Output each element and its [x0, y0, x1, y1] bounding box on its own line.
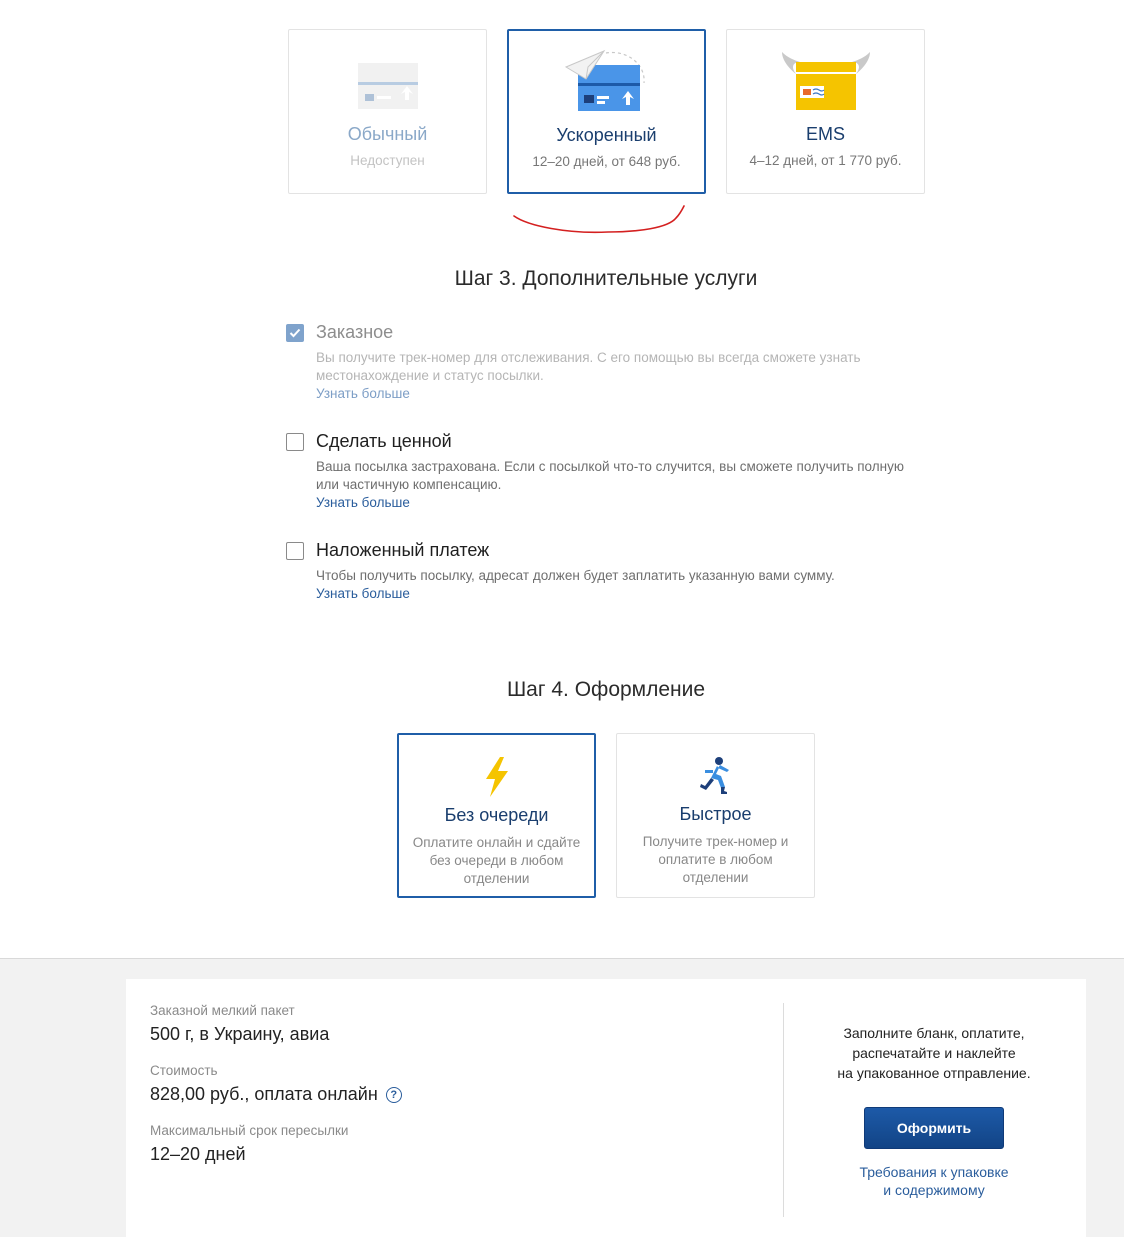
red-underline-annotation — [508, 202, 690, 242]
service-title: Сделать ценной — [316, 431, 452, 451]
service-title: Заказное — [316, 322, 394, 342]
shipping-option-title: Ускоренный — [556, 125, 657, 145]
registration-option-subtitle: Оплатите онлайн и сдайте без очереди в любом отделении — [412, 835, 581, 886]
shipment-type-value: 500 г, в Украину, авиа — [150, 1024, 330, 1044]
shipping-option-title: EMS — [805, 124, 845, 144]
checkmark-icon — [289, 327, 301, 339]
shipping-option-express[interactable] — [507, 29, 706, 194]
shipping-option-subtitle: Недоступен — [350, 153, 425, 168]
step4-title: Шаг 4. Оформление — [506, 678, 706, 701]
registration-option-title: Быстрое — [679, 804, 752, 824]
shipping-option-regular[interactable] — [288, 29, 487, 194]
ems-winged-box-icon — [778, 52, 874, 112]
requirements-line: и содержимому — [883, 1182, 985, 1198]
max-term-value: 12–20 дней — [150, 1144, 246, 1164]
registered-checkbox[interactable] — [286, 324, 304, 342]
requirements-line: Требования к упаковке — [859, 1164, 1009, 1180]
service-description: Ваша посылка застрахована. Если с посылкой что-то случится, вы сможете получить полную или частичную компенсацию. — [316, 459, 904, 492]
instructions-text — [816, 1023, 1052, 1083]
lightning-icon — [484, 757, 510, 797]
vertical-divider — [783, 1003, 784, 1217]
learn-more-link[interactable]: Узнать больше — [316, 386, 410, 401]
learn-more-link[interactable]: Узнать больше — [316, 495, 410, 510]
registration-option-fast[interactable] — [616, 733, 815, 898]
shipping-option-subtitle: 4–12 дней, от 1 770 руб. — [749, 153, 902, 168]
valuable-checkbox[interactable] — [286, 433, 304, 451]
service-title: Наложенный платеж — [316, 540, 490, 560]
instructions-line: Заполните бланк, оплатите, — [843, 1025, 1025, 1041]
cash-on-delivery-checkbox[interactable] — [286, 542, 304, 560]
instructions-line: распечатайте и наклейте — [852, 1045, 1016, 1061]
max-term-label: Максимальный срок пересылки — [150, 1123, 349, 1138]
running-man-icon — [699, 756, 733, 796]
submit-order-button[interactable]: Оформить — [864, 1107, 1004, 1149]
service-valuable — [286, 431, 906, 512]
cost-value: 828,00 руб., оплата онлайн — [150, 1084, 378, 1104]
registration-option-subtitle: Получите трек-номер и оплатите в любом отделении — [642, 834, 789, 885]
service-cash-on-delivery — [286, 540, 906, 603]
order-summary-panel — [126, 979, 1086, 1237]
shipping-option-title: Обычный — [347, 124, 428, 144]
shipping-option-subtitle: 12–20 дней, от 648 руб. — [532, 154, 681, 169]
express-mail-envelope-icon — [564, 47, 650, 113]
question-help-icon[interactable]: ? — [386, 1087, 402, 1103]
service-registered — [286, 322, 906, 403]
service-description: Чтобы получить посылку, адресат должен будет заплатить указанную вами сумму. — [316, 568, 835, 583]
service-description: Вы получите трек-номер для отслеживания. С его помощью вы всегда сможете узнать местонахождение и статус посылки. — [316, 350, 861, 383]
shipping-method-options — [288, 29, 925, 194]
instructions-line: на упакованное отправление. — [837, 1065, 1031, 1081]
registration-option-no-queue[interactable] — [397, 733, 596, 898]
step3-title: Шаг 3. Дополнительные услуги — [454, 267, 758, 290]
registration-option-title: Без очереди — [444, 805, 549, 825]
regular-mail-envelope-icon — [357, 62, 419, 112]
packaging-requirements-link[interactable] — [816, 1163, 1052, 1199]
order-actions — [816, 1023, 1052, 1199]
shipping-option-ems[interactable] — [726, 29, 925, 194]
cost-label: Стоимость — [150, 1063, 218, 1078]
learn-more-link[interactable]: Узнать больше — [316, 586, 410, 601]
shipment-type-label: Заказной мелкий пакет — [150, 1003, 295, 1018]
registration-options — [397, 733, 815, 898]
order-details — [150, 1003, 402, 1165]
cost-row — [150, 1084, 402, 1105]
